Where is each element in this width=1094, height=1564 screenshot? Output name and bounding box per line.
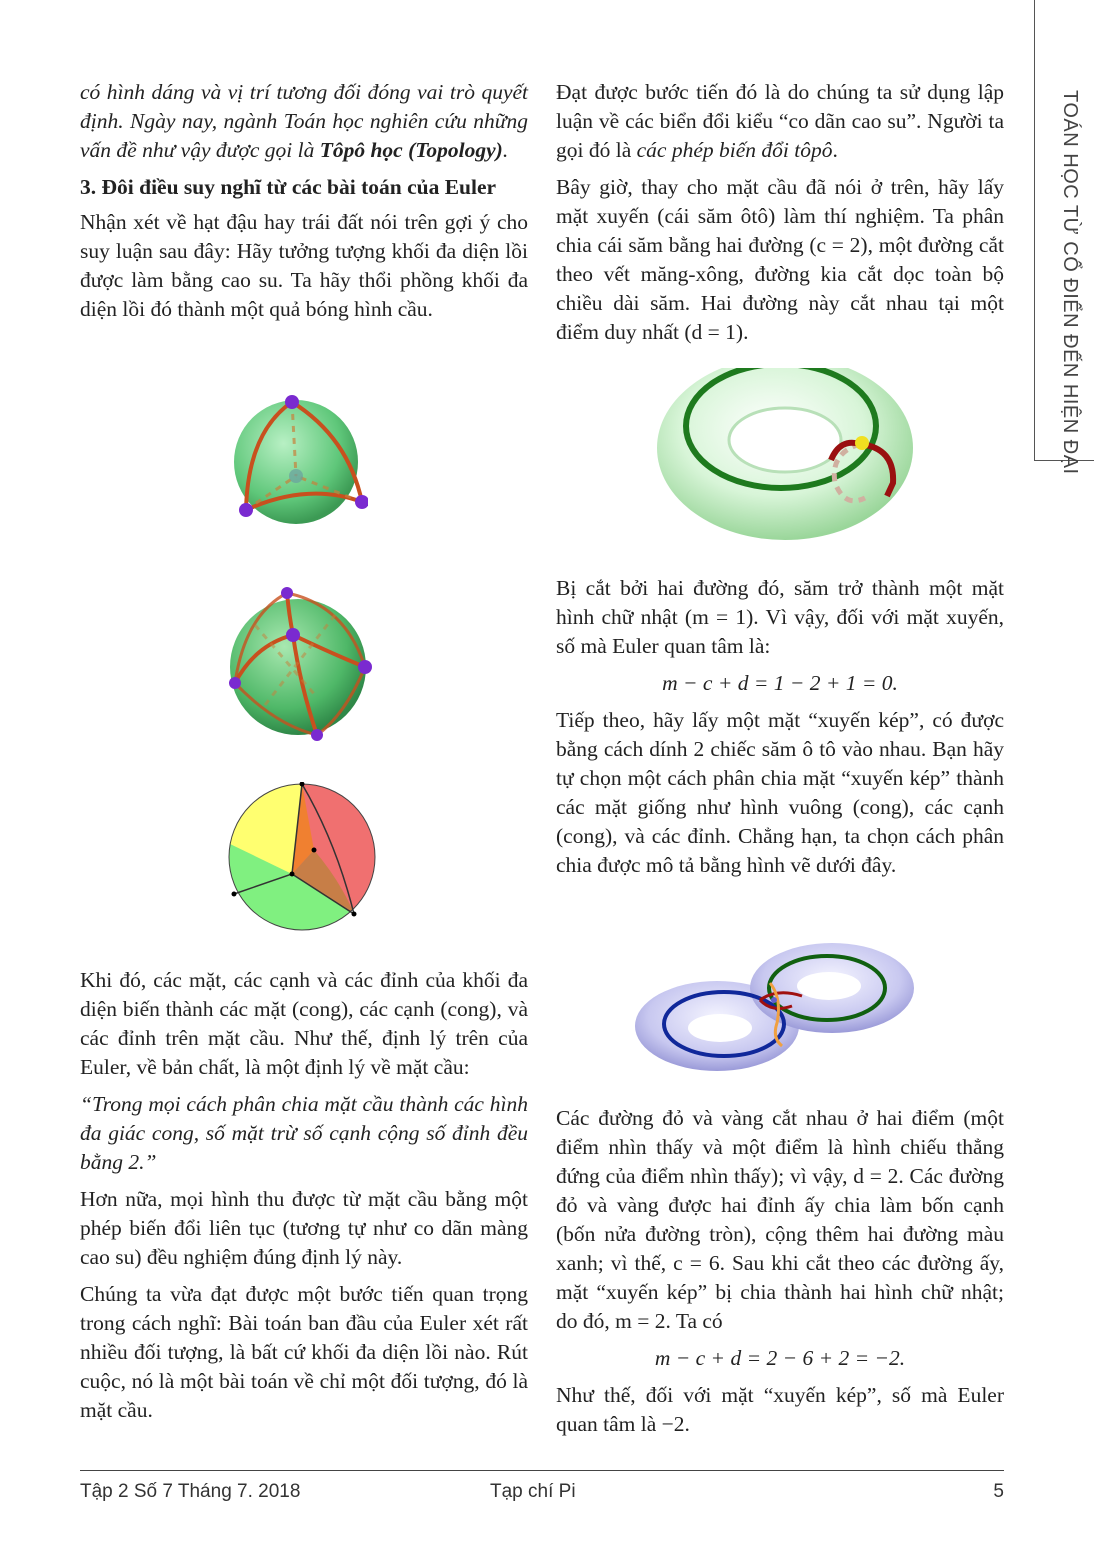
sidebar-title: TOÁN HỌC TỪ CỔ ĐIỂN ĐẾN HIỆN ĐẠI bbox=[1059, 90, 1081, 475]
paragraph-progress: Chúng ta vừa đạt được một bước tiến quan trọng trong cách nghĩ: Bài toán ban đầu của Euler xét rất nhiều đối tượng, là bất cứ khối đa diện lồi nào. Rút cuộc, nó là một bài toán về chỉ một đối tượng, đó là mặt cầu. bbox=[80, 1282, 528, 1422]
paragraph-rectangle: Bị cắt bởi hai đường đó, săm trở thành một mặt hình chữ nhật (m = 1). Vì vậy, đối với mặt xuyến, số mà Euler quan tâm là: bbox=[556, 576, 1004, 658]
section-heading: 3. Đôi điều suy nghĩ từ các bài toán của Euler bbox=[80, 175, 497, 199]
section-sidebar bbox=[1034, 0, 1094, 475]
paragraph-rubber: Nhận xét về hạt đậu hay trái đất nói trên gợi ý cho suy luận sau đây: Hãy tưởng tượng khối đa diện lồi được làm bằng cao su. Ta hãy thổi phồng khối đa diện lồi đó thành một quả bóng hình cầu. bbox=[80, 210, 528, 321]
sphere-tetrahedron-figure bbox=[228, 392, 368, 532]
colored-sphere-figure bbox=[226, 782, 378, 932]
paragraph-continuous: Hơn nữa, mọi hình thu được từ mặt cầu bằng một phép biến đổi liên tục (tương tự như co dãn màng cao su) đều nghiệm đúng định lý này. bbox=[80, 1187, 528, 1269]
right-column-middle bbox=[556, 574, 1004, 888]
left-column bbox=[80, 78, 528, 332]
right-column-lower bbox=[556, 1104, 1004, 1447]
page-footer bbox=[80, 1470, 1004, 1511]
torus-figure bbox=[655, 368, 915, 548]
footer-issue: Tập 2 Số 7 Tháng 7. 2018 bbox=[80, 1481, 301, 1502]
paragraph-topology: Đạt được bước tiến đó là do chúng ta sử dụng lập luận về các biển đổi kiểu “co dãn cao su”. Người ta gọi đó là các phép biến đổi tôpô. bbox=[556, 80, 1004, 162]
paragraph-intro: có hình dáng và vị trí tương đối đóng vai trò quyết định. Ngày nay, ngành Toán học nghiên cứu những vấn đề như vậy được gọi là Tôpô học (Topology). bbox=[80, 80, 528, 162]
quote-euler: “Trong mọi cách phân chia mặt cầu thành các hình đa giác cong, số mặt trừ số cạnh cộng số đỉnh đều bằng 2.” bbox=[80, 1092, 528, 1174]
equation-torus: m − c + d = 1 − 2 + 1 = 0. bbox=[662, 671, 898, 695]
left-column-lower bbox=[80, 966, 528, 1433]
paragraph-sphere: Khi đó, các mặt, các cạnh và các đỉnh của khối đa diện biến thành các mặt (cong), các cạnh (cong), và các đỉnh trên mặt cầu. Như thế, định lý trên của Euler, về bản chất, là một định lý về mặt cầu: bbox=[80, 968, 528, 1079]
footer-page-number: 5 bbox=[993, 1481, 1004, 1502]
paragraph-conclusion: Như thế, đối với mặt “xuyến kép”, số mà Euler quan tâm là −2. bbox=[556, 1383, 1004, 1436]
paragraph-torus: Bây giờ, thay cho mặt cầu đã nói ở trên, hãy lấy mặt xuyến (cái săm ôtô) làm thí nghiệm. Ta phân chia cái săm bằng hai đường (c = 2), một đường cắt theo vết măng-xông, đường kia cắt dọc toàn bộ chiều dài săm. Hai đường này cắt nhau tại một điểm duy nhất (d = 1). bbox=[556, 175, 1004, 344]
double-torus-figure bbox=[632, 938, 917, 1073]
footer-journal: Tạp chí Pi bbox=[490, 1481, 576, 1502]
paragraph-double-torus: Tiếp theo, hãy lấy một mặt “xuyến kép”, có được bằng cách dính 2 chiếc săm ô tô vào nhau. Bạn hãy tự chọn một cách phân chia mặt “xuyến kép” thành các mặt giống như hình vuông (cong), các cạnh (cong), và các đỉnh. Chẳng hạn, ta chọn cách phân chia được mô tả bằng hình vẽ dưới đây. bbox=[556, 708, 1004, 877]
paragraph-intersections: Các đường đỏ và vàng cắt nhau ở hai điểm (một điểm nhìn thấy và một điểm là hình chiếu thẳng đứng của điểm nhìn thấy); vì vậy, d = 2. Các đường đỏ và vàng được hai đỉnh ấy chia làm bốn cạnh (bốn nửa đường tròn), cộng thêm hai đường màu xanh; vì thế, c = 6. Sau khi cắt theo các đường ấy, mặt “xuyến kép” bị chia thành hai hình chữ nhật; do đó, m = 2. Ta có bbox=[556, 1106, 1004, 1333]
right-column bbox=[556, 78, 1004, 355]
sphere-cube-figure bbox=[225, 585, 375, 745]
equation-double-torus: m − c + d = 2 − 6 + 2 = −2. bbox=[654, 1346, 906, 1370]
